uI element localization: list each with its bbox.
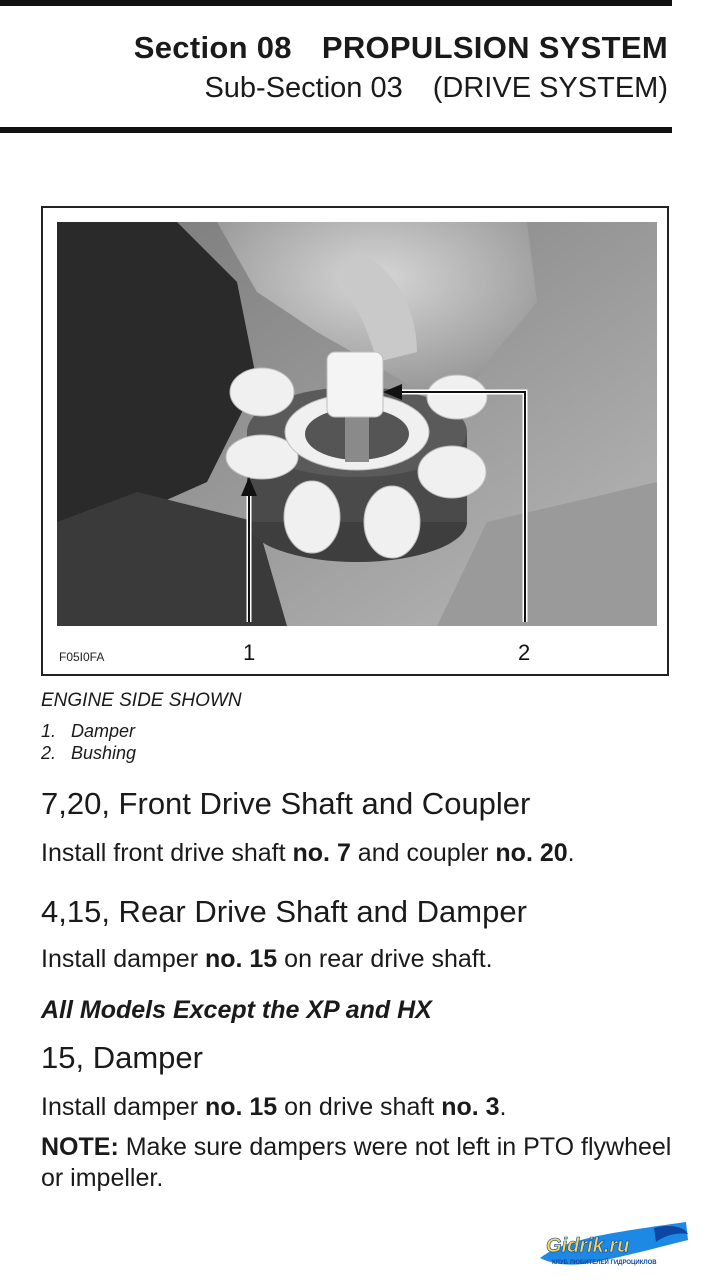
legend-item: 1. Damper bbox=[41, 721, 136, 741]
model-subheading: All Models Except the XP and HX bbox=[41, 996, 432, 1024]
heading-front-drive-shaft: 7,20, Front Drive Shaft and Coupler bbox=[41, 786, 531, 821]
heading-damper: 15, Damper bbox=[41, 1040, 203, 1075]
legend-item: 2. Bushing bbox=[41, 743, 137, 763]
callout-2-label: 2 bbox=[518, 640, 531, 665]
svg-text:КЛУБ ЛЮБИТЕЛЕЙ ГИДРОЦИКЛОВ: КЛУБ ЛЮБИТЕЛЕЙ ГИДРОЦИКЛОВ bbox=[552, 1260, 657, 1266]
paragraph-damper: Install damper no. 15 on drive shaft no. 3. bbox=[41, 1093, 507, 1121]
damper-photo bbox=[57, 222, 657, 626]
paragraph-front-drive-shaft: Install front drive shaft no. 7 and coupler no. 20. bbox=[41, 839, 575, 867]
callout-1-label: 1 bbox=[243, 640, 256, 665]
figure-caption: ENGINE SIDE SHOWN bbox=[41, 690, 242, 711]
header-bottom-rule bbox=[0, 127, 672, 133]
paragraph-rear-drive-shaft: Install damper no. 15 on rear drive shaft. bbox=[41, 945, 493, 973]
subsection-title: Sub-Section 03 (DRIVE SYSTEM) bbox=[204, 72, 668, 104]
figure-box bbox=[41, 206, 669, 676]
section-title: Section 08 PROPULSION SYSTEM bbox=[133, 30, 668, 65]
header-top-rule bbox=[0, 0, 672, 6]
gidrik-logo bbox=[536, 1218, 691, 1270]
heading-rear-drive-shaft: 4,15, Rear Drive Shaft and Damper bbox=[41, 894, 527, 929]
figure-legend bbox=[41, 720, 136, 764]
note-paragraph: NOTE: Make sure dampers were not left in PTO flywheel or impeller. bbox=[41, 1133, 672, 1192]
svg-text:Gidrik.ru: Gidrik.ru bbox=[546, 1235, 630, 1257]
figure-id: F05I0FA bbox=[59, 650, 105, 664]
